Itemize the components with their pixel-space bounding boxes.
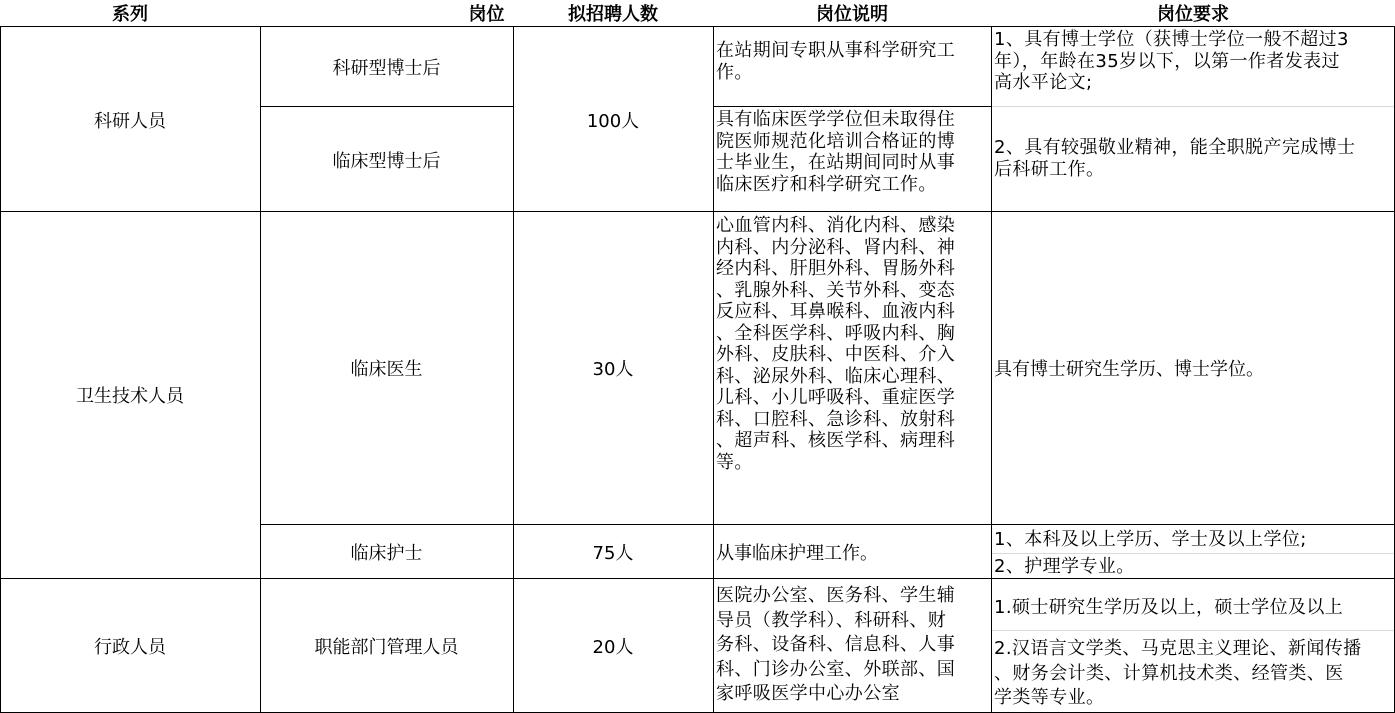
requirement-cell-postdoc-1: 1、具有博士学位（获博士学位一般不超过3 年），年龄在35岁以下，以第一作者发表过 高水平论文; (994, 29, 1349, 93)
requirement-cell-admin-2: 2.汉语言文学类、马克思主义理论、新闻传播 、财务会计类、计算机技术类、经管类、医 学类等专业。 (994, 638, 1362, 708)
position-cell-admin: 职能部门管理人员 (314, 637, 459, 658)
grid-line (260, 524, 1395, 525)
requirement-cell-admin-1: 1.硕士研究生学历及以上，硕士学位及以上 (994, 597, 1344, 618)
header-position: 岗位 (468, 4, 505, 25)
grid-line (991, 26, 992, 713)
count-cell-postdoc: 100人 (586, 110, 640, 132)
count-cell-admin: 20人 (592, 637, 634, 658)
position-cell-doctor: 临床医生 (350, 359, 423, 380)
count-cell-nurse: 75人 (592, 542, 634, 564)
description-cell-research-postdoc: 在站期间专职从事科学研究工 作。 (716, 40, 956, 83)
position-cell-research-postdoc: 科研型博士后 (332, 58, 441, 79)
description-cell-nurse: 从事临床护理工作。 (716, 542, 878, 564)
header-requirement: 岗位要求 (1157, 4, 1229, 25)
requirement-cell-nurse-1: 1、本科及以上学历、学士及以上学位; (994, 529, 1307, 550)
series-cell-medical: 卫生技术人员 (76, 386, 184, 407)
count-cell-doctor: 30人 (592, 359, 634, 380)
grid-line (713, 106, 991, 107)
grid-line (991, 630, 1395, 631)
header-series: 系列 (112, 4, 148, 25)
header-count: 拟招聘人数 (568, 4, 658, 25)
grid-line (0, 26, 1, 713)
header-description: 岗位说明 (816, 4, 888, 25)
grid-line (260, 26, 261, 713)
position-cell-nurse: 临床护士 (350, 542, 423, 564)
description-cell-clinical-postdoc: 具有临床医学学位但未取得住 院医师规范化培训合格证的博 士毕业生，在站期间同时从事 临床医疗和科学研究工作。 (716, 109, 956, 195)
grid-line (991, 106, 1395, 107)
requirement-cell-doctor: 具有博士研究生学历、博士学位。 (994, 359, 1264, 380)
requirement-cell-postdoc-2: 2、具有较强敬业精神，能全职脱产完成博士 后科研工作。 (994, 137, 1356, 180)
series-cell-admin: 行政人员 (94, 637, 166, 658)
description-cell-admin: 医院办公室、医务科、学生辅 导员（教学科）、科研科、财 务科、设备科、信息科、人事 科、门诊办公室、外联部、国 家呼吸医学中心办公室 (716, 585, 956, 704)
description-cell-doctor: 心血管内科、消化内科、感染 内科、内分泌科、肾内科、神 经内科、肝胆外科、胃肠外科 、乳腺外科、关节外科、变态 反应科、耳鼻喉科、血液内科 、全科医学科、呼吸内科、胸 外科、皮肤科、中医科、介入 科、泌尿外科、临床心理科、 儿科、小儿呼吸科、重症医学 科、口腔科、急诊科、放射科 、超声科、核医学科、病理科 等。 (716, 215, 956, 473)
grid-line (0, 211, 1395, 212)
grid-line (0, 578, 1395, 579)
grid-line (513, 26, 514, 713)
position-cell-clinical-postdoc: 临床型博士后 (332, 150, 441, 172)
grid-line (991, 553, 1395, 554)
series-cell-research: 科研人员 (94, 110, 166, 132)
requirement-cell-nurse-2: 2、护理学专业。 (994, 556, 1135, 577)
grid-line (0, 26, 1395, 27)
grid-line (713, 26, 714, 713)
grid-line (260, 106, 513, 107)
